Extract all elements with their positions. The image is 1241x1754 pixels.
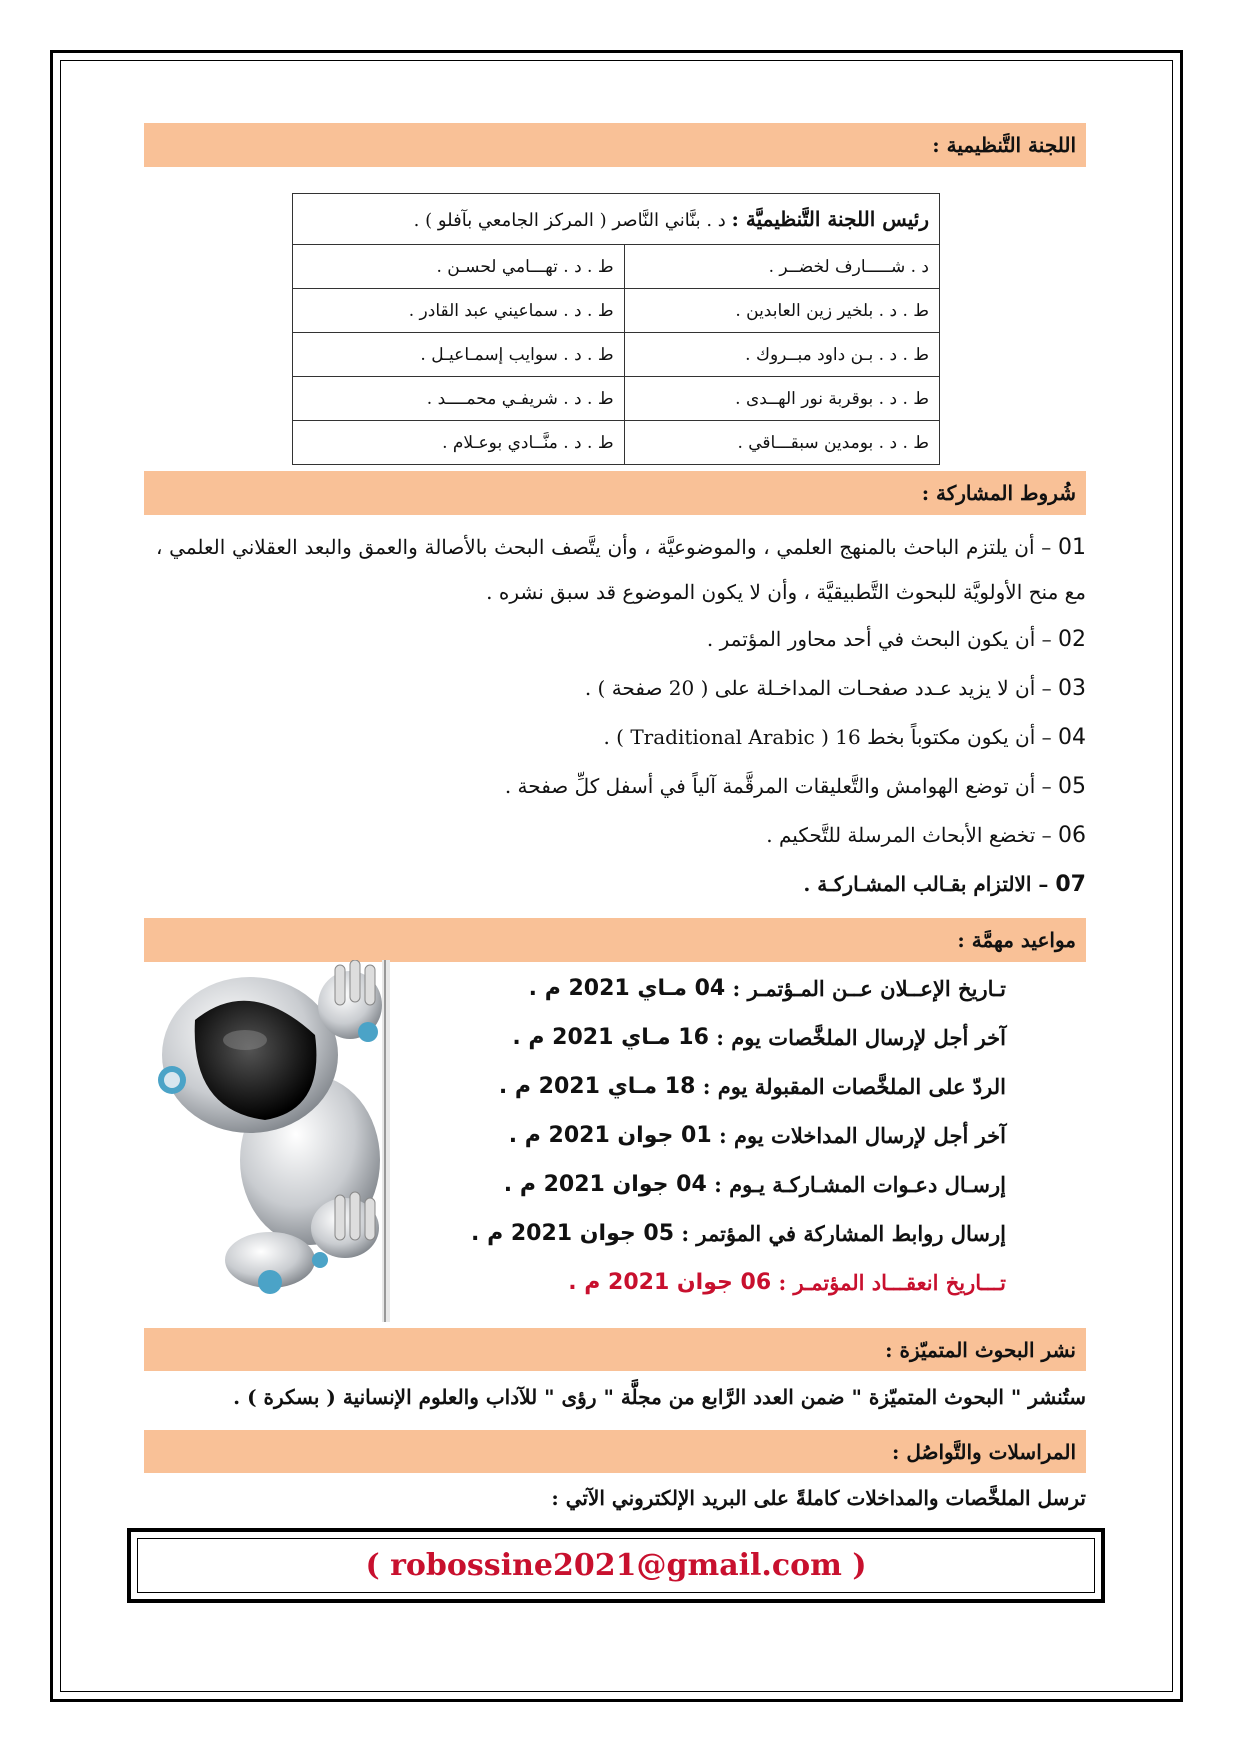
- committee-chair-label: رئيس اللجنة التَّنظيميَّة :: [731, 207, 929, 231]
- committee-table: [292, 193, 940, 465]
- member-cell: ط . د . بومدين سبقـــاقي .: [624, 421, 939, 465]
- date-value: 16 مـاي 2021 م .: [512, 1025, 709, 1050]
- condition-text: – أن توضع الهوامش والتَّعليقات المرقَّمة آلياً في أسفل كلِّ صفحة .: [504, 774, 1052, 798]
- committee-title: اللجنة التَّنظيمية :: [932, 133, 1076, 157]
- participation-title: شُروط المشاركة :: [921, 481, 1076, 505]
- table-row: [293, 333, 940, 377]
- condition-number: 04: [1058, 725, 1086, 750]
- condition-item: [766, 823, 1086, 848]
- committee-section-header: [144, 123, 1086, 167]
- condition-text: – أن يلتزم الباحث بالمنهج العلمي ، والموضوعيَّة ، وأن يتَّصف البحث بالأصالة والعمق والبعد العقلاني العلمي ، مع منح الأولويَّة للبحوث التَّطبيقيَّة ، وأن لا يكون الموضوع قد سبق نشره .: [156, 535, 1086, 604]
- date-value: 04 مـاي 2021 م .: [528, 976, 726, 1001]
- date-label: الردّ على الملخَّصات المقبولة يوم :: [702, 1074, 1006, 1099]
- date-label: تـاريخ الإعــلان عــن المـؤتمـر :: [732, 976, 1006, 1001]
- condition-text: – الالتزام بقـالب المشـاركـة .: [803, 872, 1049, 896]
- list-item: [446, 1062, 1006, 1111]
- list-item: [446, 1209, 1006, 1258]
- dates-title: مواعيد مهمَّة :: [957, 928, 1076, 952]
- committee-chair: [293, 194, 940, 245]
- table-row: [293, 289, 940, 333]
- list-item: [446, 1160, 1006, 1209]
- dates-section-header: [144, 918, 1086, 962]
- list-item: [446, 964, 1006, 1013]
- condition-item: [505, 774, 1086, 799]
- condition-text: – تخضع الأبحاث المرسلة للتَّحكيم .: [766, 823, 1052, 847]
- date-label: تـــاريخ انعقـــاد المؤتمـر :: [778, 1270, 1006, 1295]
- table-row: [293, 421, 940, 465]
- conference-date-highlight: [446, 1258, 1006, 1307]
- condition-text: – أن يكون البحث في أحد محاور المؤتمر .: [706, 627, 1052, 651]
- condition-item: [707, 627, 1086, 652]
- condition-item: [603, 725, 1086, 750]
- list-item: [446, 1111, 1006, 1160]
- condition-number: 03: [1058, 676, 1086, 701]
- committee-chair-value: د . بنَّاني النَّاصر ( المركز الجامعي بآفلو ) .: [413, 210, 726, 231]
- member-cell: ط . د . بوقربة نور الهــدى .: [624, 377, 939, 421]
- condition-item: [585, 676, 1086, 701]
- member-cell: ط . د . شريفـي محمــــد .: [293, 377, 625, 421]
- condition-number: 07: [1055, 872, 1086, 897]
- member-cell: ط . د . منَّــادي بوعـلام .: [293, 421, 625, 465]
- participation-section-header: [144, 471, 1086, 515]
- condition-item: [803, 872, 1086, 897]
- publication-text: ستُنشر " البحوث المتميّزة " ضمن العدد الرَّابع من مجلَّة " رؤى " للآداب والعلوم الإنسانية ( بسكرة ) .: [233, 1385, 1086, 1409]
- list-item: [446, 1013, 1006, 1062]
- condition-text: – أن لا يزيد عـدد صفحـات المداخـلة على ( 20 صفحة ) .: [584, 676, 1052, 700]
- robot-illustration-icon: [150, 960, 390, 1322]
- table-row: [293, 245, 940, 289]
- table-row: [293, 377, 940, 421]
- publication-title: نشر البحوث المتميّزة :: [885, 1337, 1076, 1362]
- date-label: آخر أجل لإرسال الملخَّصات يوم :: [716, 1025, 1006, 1050]
- date-value: 05 جوان 2021 م .: [471, 1221, 675, 1246]
- condition-number: 06: [1058, 823, 1086, 848]
- condition-number: 02: [1058, 627, 1086, 652]
- date-value: 01 جوان 2021 م .: [508, 1123, 712, 1148]
- date-value: 18 مـاي 2021 م .: [498, 1074, 696, 1099]
- condition-number: 01: [1058, 535, 1087, 560]
- date-value: 04 جوان 2021 م .: [503, 1172, 707, 1197]
- contact-text: ترسل الملخَّصات والمداخلات كاملةً على البريد الإلكتروني الآتي :: [551, 1486, 1086, 1510]
- email-box-inner: [137, 1538, 1095, 1593]
- member-cell: د . شـــــارف لخضــر .: [624, 245, 939, 289]
- email-link[interactable]: ( robossine2021@gmail.com ): [365, 1548, 867, 1583]
- member-cell: ط . د . بلخير زين العابدين .: [624, 289, 939, 333]
- condition-item: [156, 525, 1086, 614]
- condition-text: – أن يكون مكتوباً بخط 16 ( Traditional Arabic ) .: [603, 725, 1052, 749]
- member-cell: ط . د . سوايب إسمـاعيـل .: [293, 333, 625, 377]
- publication-section-header: [144, 1328, 1086, 1371]
- email-box: [127, 1528, 1105, 1603]
- date-label: آخر أجل لإرسال المداخلات يوم :: [718, 1123, 1006, 1148]
- date-label: إرسال روابط المشاركة في المؤتمر :: [681, 1221, 1006, 1246]
- condition-number: 05: [1058, 774, 1086, 799]
- member-cell: ط . د . بـن داود مبــروك .: [624, 333, 939, 377]
- date-value: 06 جوان 2021 م .: [568, 1270, 772, 1295]
- contact-title: المراسلات والتَّواصُل :: [892, 1439, 1076, 1464]
- member-cell: ط . د . تهـــامي لحسـن .: [293, 245, 625, 289]
- contact-section-header: [144, 1430, 1086, 1473]
- dates-list: [446, 964, 1006, 1307]
- date-label: إرسـال دعـوات المشـاركـة يـوم :: [714, 1172, 1006, 1197]
- member-cell: ط . د . سماعيني عبد القادر .: [293, 289, 625, 333]
